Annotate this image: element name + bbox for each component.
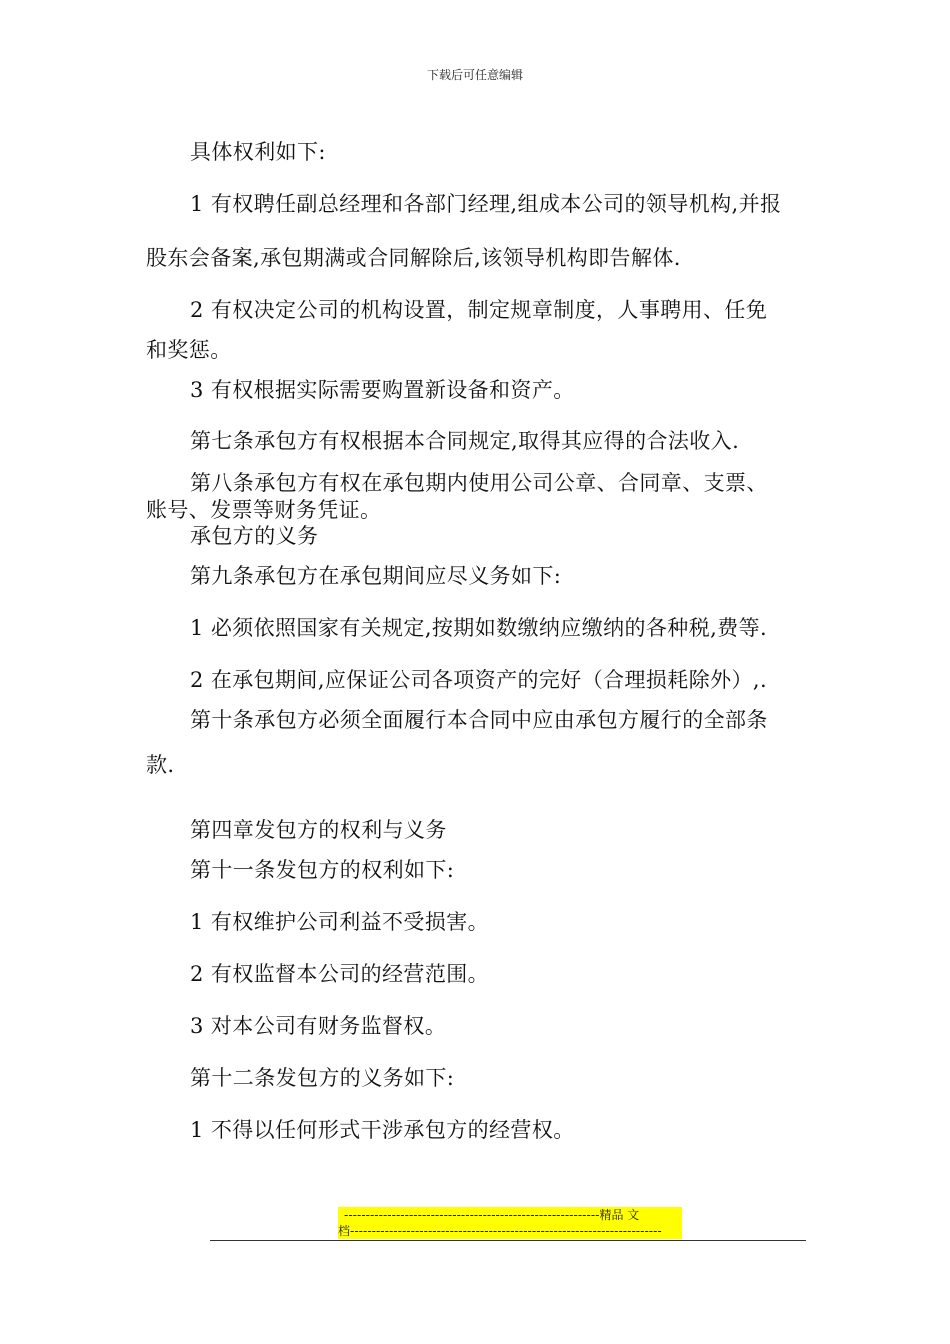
text-line: 第七条承包方有权根据本合同规定,取得其应得的合法收入. <box>190 429 740 453</box>
text-line: 和奖惩。 <box>146 338 232 362</box>
text-line: 1 有权维护公司利益不受损害。 <box>190 910 490 934</box>
text-line: 1 必须依照国家有关规定,按期如数缴纳应缴纳的各种税,费等. <box>190 616 768 640</box>
text-line: 3 有权根据实际需要购置新设备和资产。 <box>190 378 575 402</box>
text-line: 具体权利如下: <box>190 140 326 164</box>
footer-divider <box>210 1240 806 1241</box>
text-line: 第十条承包方必须全面履行本合同中应由承包方履行的全部条 <box>190 708 768 732</box>
text-line: 股东会备案,承包期满或合同解除后,该领导机构即告解体. <box>146 246 681 270</box>
text-line: 第九条承包方在承包期间应尽义务如下: <box>190 564 562 588</box>
text-line: 2 在承包期间,应保证公司各项资产的完好（合理损耗除外）,. <box>190 668 768 692</box>
text-line: 第十一条发包方的权利如下: <box>190 858 455 882</box>
text-line: 3 对本公司有财务监督权。 <box>190 1014 447 1038</box>
text-line: 第四章发包方的权利与义务 <box>190 818 447 842</box>
text-line: 2 有权决定公司的机构设置，制定规章制度，人事聘用、任免 <box>190 298 768 322</box>
text-line: 2 有权监督本公司的经营范围。 <box>190 962 490 986</box>
text-line: 承包方的义务 <box>190 524 319 548</box>
text-line: 第十二条发包方的义务如下: <box>190 1066 455 1090</box>
text-line: 第八条承包方有权在承包期内使用公司公章、合同章、支票、 <box>190 471 768 495</box>
text-line: 账号、发票等财务凭证。 <box>146 498 382 522</box>
text-line: 1 有权聘任副总经理和各部门经理,组成本公司的领导机构,并报 <box>190 192 782 216</box>
text-line: 1 不得以任何形式干涉承包方的经营权。 <box>190 1118 575 1142</box>
footer-line-1: -----------------------------------------------------------精品 文 <box>344 1208 640 1222</box>
page-header: 下载后可任意编辑 <box>426 68 523 82</box>
footer-watermark <box>338 1207 682 1239</box>
text-line: 款. <box>146 753 175 777</box>
footer-line-2: 档------------------------------------------------------------------------ <box>338 1224 662 1238</box>
